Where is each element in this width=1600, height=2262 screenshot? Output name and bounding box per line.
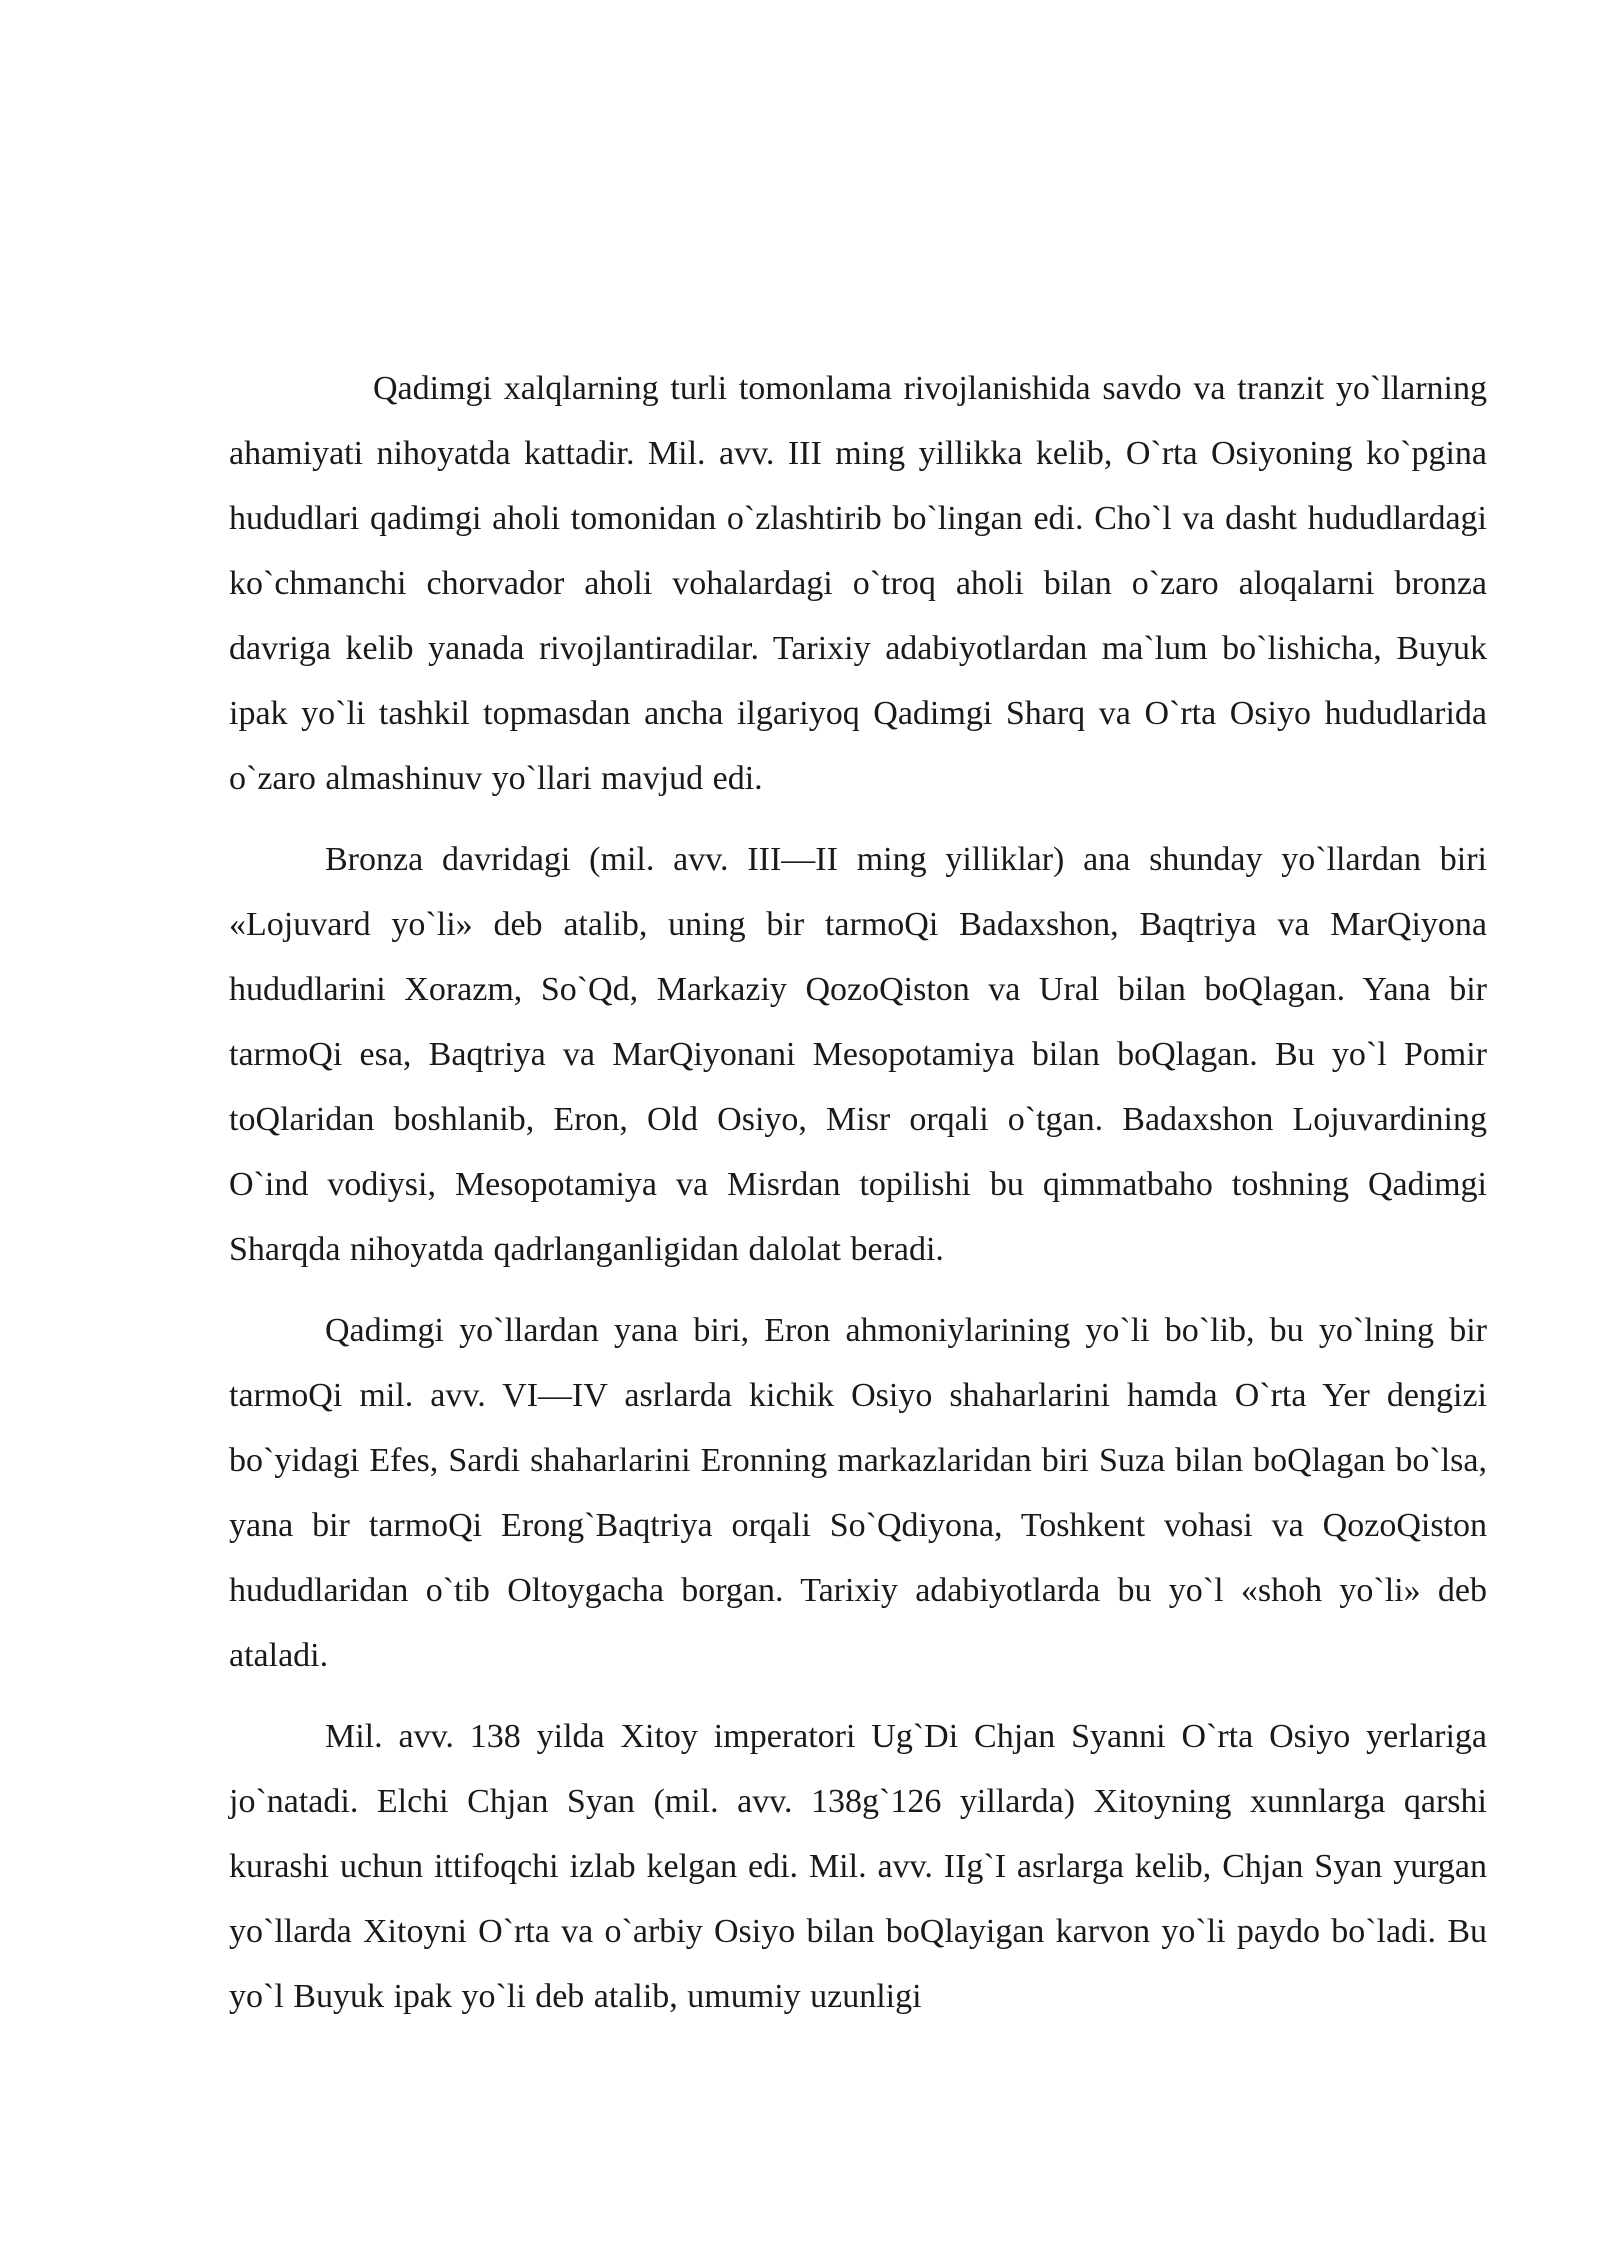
paragraph-3: Qadimgi yo`llardan yana biri, Eron ahmoniylarining yo`li bo`lib, bu yo`lning bir tarmoQi mil. avv. VI—IV asrlarda kichik Osiyo shaharlarini hamda O`rta Yer dengizi bo`yidagi Efes, Sardi shaharlarini Eronning markazlaridan biri Suza bilan boQlagan bo`lsa, yana bir tarmoQi Erong`Baqtriya orqali So`Qdiyona, Toshkent vohasi va QozoQiston hududlaridan o`tib Oltoygacha borgan. Tarixiy adabiyotlarda bu yo`l «shoh yo`li» deb ataladi. [229,1312,1487,1674]
paragraph-4: Mil. avv. 138 yilda Xitoy imperatori Ug`Di Chjan Syanni O`rta Osiyo yerlariga jo`natadi. Elchi Chjan Syan (mil. avv. 138g`126 yillarda) Xitoyning xunnlarga qarshi kurashi uchun ittifoqchi izlab kelgan edi. Mil. avv. IIg`I asrlarga kelib, Chjan Syan yurgan yo`llarda Xitoyni O`rta va o`arbiy Osiyo bilan boQlayigan karvon yo`li paydo bo`ladi. Bu yo`l Buyuk ipak yo`li deb atalib, umumiy uzunligi [229,1718,1487,2015]
document-body [229,356,1487,2045]
paragraph-1: Qadimgi xalqlarning turli tomonlama rivojlanishida savdo va tranzit yo`llarning ahamiyati nihoyatda kattadir. Mil. avv. III ming yillikka kelib, O`rta Osiyoning ko`pgina hududlari qadimgi aholi tomonidan o`zlashtirib bo`lingan edi. Cho`l va dasht hududlardagi ko`chmanchi chorvador aholi vohalardagi o`troq aholi bilan o`zaro aloqalarni bronza davriga kelib yanada rivojlantiradilar. Tarixiy adabiyotlardan ma`lum bo`lishicha, Buyuk ipak yo`li tashkil topmasdan ancha ilgariyoq Qadimgi Sharq va O`rta Osiyo hududlarida o`zaro almashinuv yo`llari mavjud edi. [229,370,1487,797]
paragraph-2: Bronza davridagi (mil. avv. III—II ming yilliklar) ana shunday yo`llardan biri «Lojuvard yo`li» deb atalib, uning bir tarmoQi Badaxshon, Baqtriya va MarQiyona hududlarini Xorazm, So`Qd, Markaziy QozoQiston va Ural bilan boQlagan. Yana bir tarmoQi esa, Baqtriya va MarQiyonani Mesopotamiya bilan boQlagan. Bu yo`l Pomir toQlaridan boshlanib, Eron, Old Osiyo, Misr orqali o`tgan. Badaxshon Lojuvardining O`ind vodiysi, Mesopotamiya va Misrdan topilishi bu qimmatbaho toshning Qadimgi Sharqda nihoyatda qadrlanganligidan dalolat beradi. [229,841,1487,1268]
